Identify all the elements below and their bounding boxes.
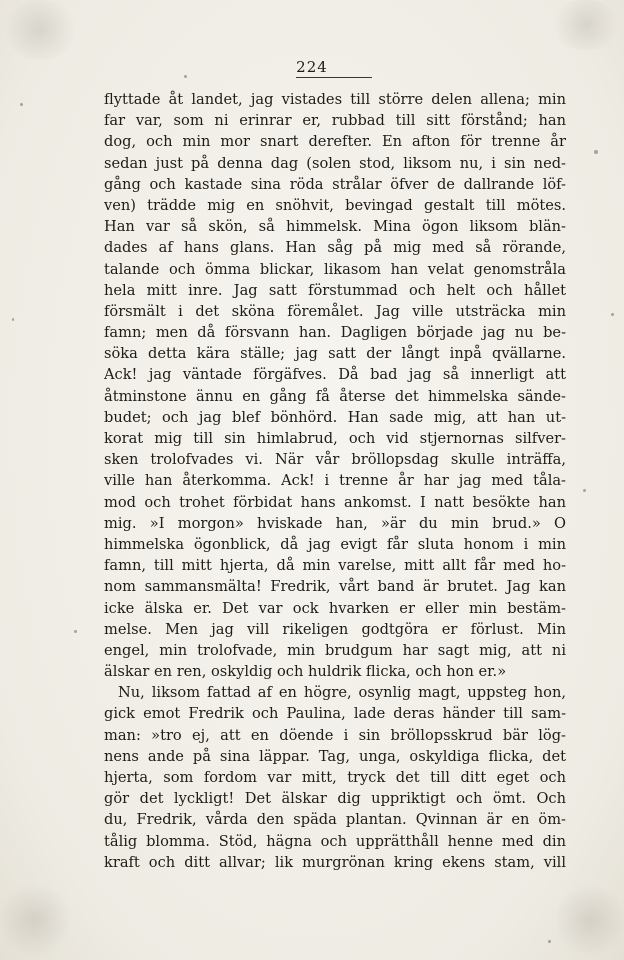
text-line: budet; och jag blef bönhörd. Han sade mig, att han ut- — [104, 408, 566, 426]
text-line: hjerta, som fordom var mitt, tryck det till ditt eget och — [104, 769, 566, 786]
text-line: famn; men då försvann han. Dagligen började jag nu be- — [104, 324, 566, 342]
paper-speck — [184, 75, 187, 78]
text-line: du, Fredrik, vårda den späda plantan. Qvinnan är en öm- — [104, 811, 566, 829]
paper-stain — [556, 880, 624, 960]
text-line: Nu, liksom fattad af en högre, osynlig magt, uppsteg hon, — [118, 684, 566, 702]
paper-speck — [583, 489, 586, 492]
paper-stain — [548, 0, 624, 50]
text-line: tålig blomma. Stöd, hägna och upprätthåll henne med din — [104, 832, 566, 850]
paper-speck — [611, 313, 614, 316]
text-line: Ack! jag väntade förgäfves. Då bad jag så innerligt att — [104, 366, 566, 384]
paper-stain — [0, 880, 70, 960]
text-line: hela mitt inre. Jag satt förstummad och helt och hållet — [104, 281, 566, 299]
text-line: himmelska ögonblick, då jag evigt får sluta honom i min — [104, 535, 566, 553]
text-line: mod och trohet förbidat hans ankomst. I natt besökte han — [104, 493, 566, 511]
text-line: mig. »I morgon» hviskade han, »är du min brud.» O — [104, 514, 566, 532]
text-line: åtminstone ännu en gång få återse det himmelska sände- — [104, 387, 566, 405]
paper-speck — [74, 630, 77, 633]
paper-stain — [0, 0, 80, 60]
paper-speck — [594, 150, 598, 154]
text-line: dog, och min mor snart derefter. En afton för trenne år — [104, 133, 566, 151]
text-line: far var, som ni erinrar er, rubbad till sitt förstånd; han — [104, 112, 566, 130]
text-line: icke älska er. Det var ock hvarken er eller min bestäm- — [104, 599, 566, 617]
text-line: gick emot Fredrik och Paulina, lade deras händer till sam- — [104, 705, 566, 723]
header-rule — [296, 77, 372, 78]
text-line: dades af hans glans. Han såg på mig med så rörande, — [104, 239, 566, 257]
text-line: korat mig till sin himlabrud, och vid stjernornas silfver- — [104, 430, 566, 447]
text-line: talande och ömma blickar, likasom han velat genomstråla — [104, 260, 566, 278]
text-line: ven) trädde mig en snöhvit, bevingad gestalt till mötes. — [104, 196, 566, 214]
text-line: melse. Men jag vill rikeligen godtgöra er förlust. Min — [104, 620, 566, 638]
page-number: 224 — [296, 58, 328, 76]
text-line: Han var så skön, så himmelsk. Mina ögon liksom blän- — [104, 218, 566, 236]
text-line: famn, till mitt hjerta, då min varelse, mitt allt får med ho- — [104, 557, 566, 575]
text-line: försmält i det sköna föremålet. Jag ville utsträcka min — [104, 302, 566, 320]
text-line: sedan just på denna dag (solen stod, liksom nu, i sin ned- — [104, 154, 566, 172]
text-line: ville han återkomma. Ack! i trenne år har jag med tåla- — [104, 472, 566, 490]
paper-speck — [20, 103, 23, 106]
text-line: söka detta kära ställe; jag satt der långt inpå qvällarne. — [104, 345, 566, 363]
text-line: engel, min trolofvade, min brudgum har sagt mig, att ni — [104, 641, 566, 659]
paper-speck — [12, 318, 14, 321]
text-line: nens ande på sina läppar. Tag, unga, oskyldiga flicka, det — [104, 747, 566, 765]
text-line: sken trolofvades vi. När vår bröllopsdag skulle inträffa, — [104, 451, 566, 469]
text-line: kraft och ditt allvar; lik murgrönan kring ekens stam, vill — [104, 853, 566, 871]
text-line: gång och kastade sina röda strålar öfver de dallrande löf- — [104, 175, 566, 193]
text-line: flyttade åt landet, jag vistades till större delen allena; min — [104, 91, 566, 108]
text-line: gör det lyckligt! Det älskar dig uppriktigt och ömt. Och — [104, 790, 566, 808]
paper-speck — [548, 940, 551, 943]
body-text — [104, 89, 566, 873]
text-line: man: »tro ej, att en döende i sin bröllopsskrud bär lög- — [104, 726, 566, 744]
text-line: nom sammansmälta! Fredrik, vårt band är brutet. Jag kan — [104, 578, 566, 596]
text-line: älskar en ren, oskyldig och huldrik flicka, och hon er.» — [104, 663, 507, 681]
